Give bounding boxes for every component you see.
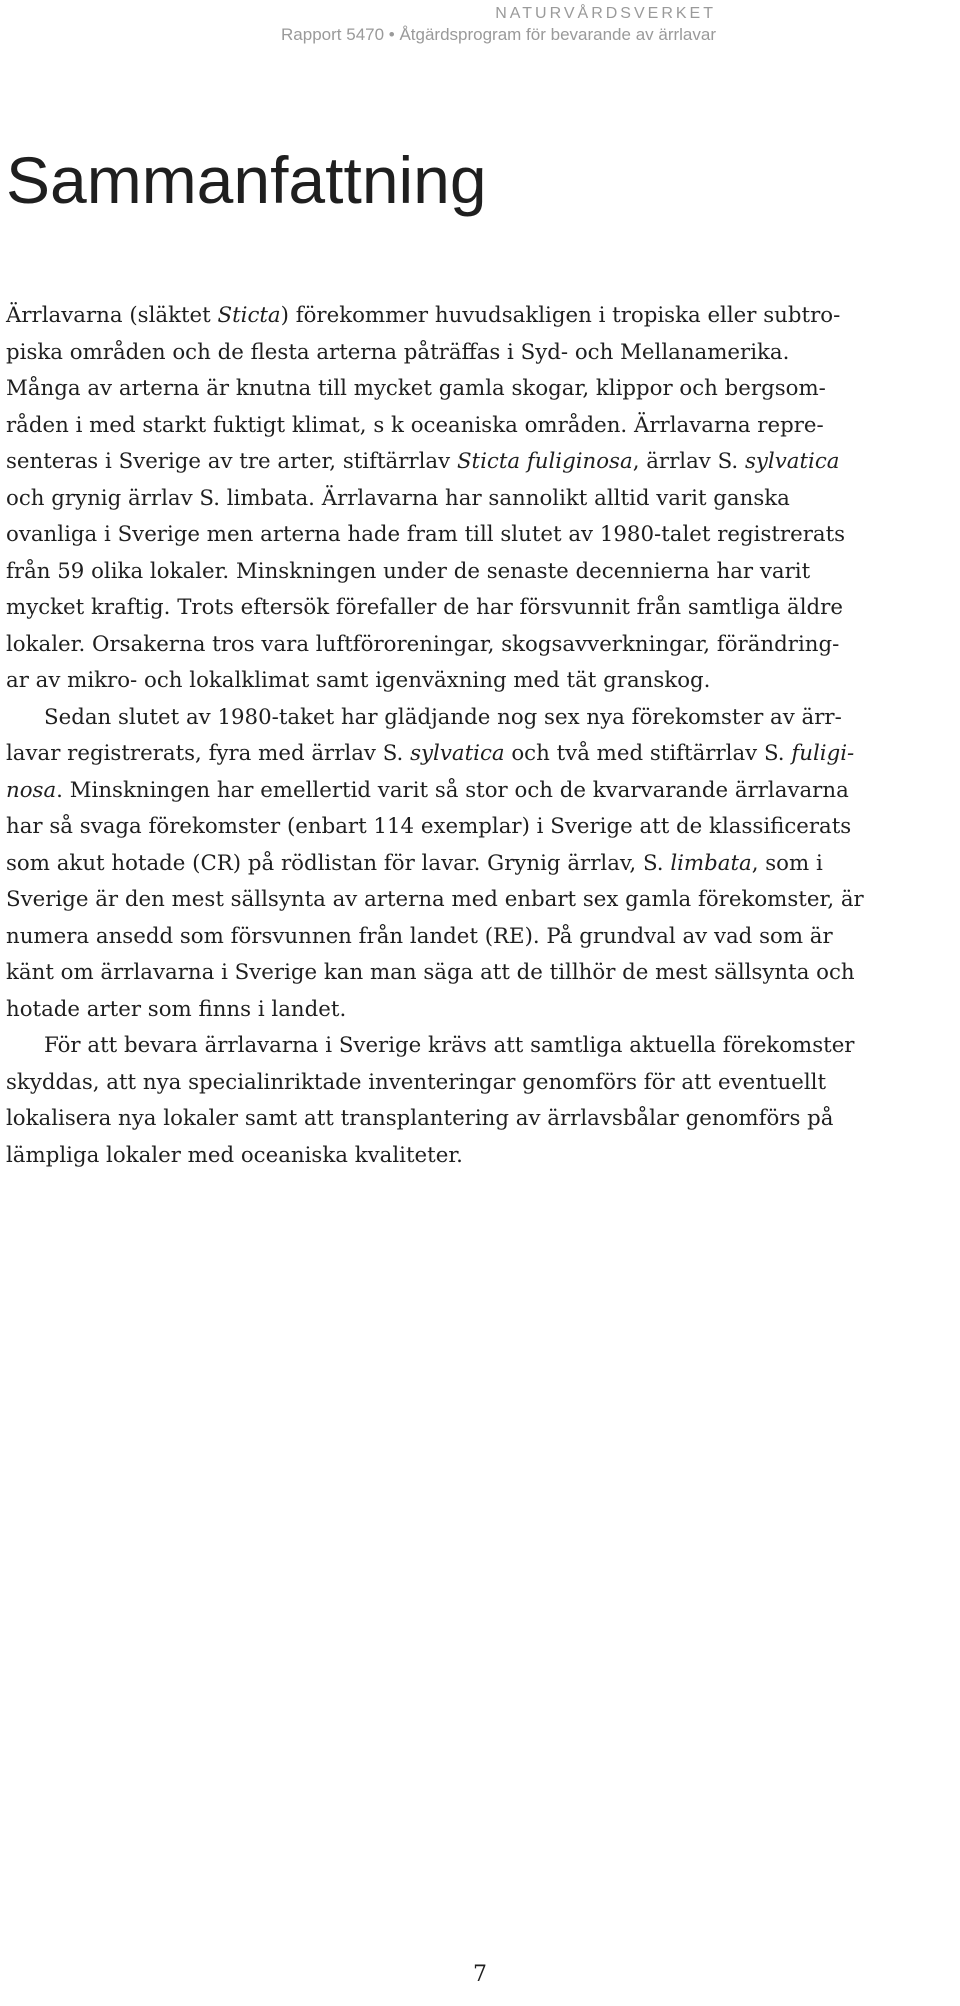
- italic-text: fuligi-: [791, 741, 855, 766]
- text-run: , ärrlav S.: [632, 449, 745, 474]
- text-line: [6, 773, 946, 810]
- italic-text: Sticta fuliginosa: [456, 449, 633, 474]
- text-run: mycket kraftig. Trots eftersök förefaller de har försvunnit från samtliga äldre: [6, 595, 843, 620]
- italic-text: sylvatica: [744, 449, 840, 474]
- text-line: [6, 846, 946, 883]
- text-run: Många av arterna är knutna till mycket gamla skogar, klippor och bergsom-: [6, 376, 826, 401]
- text-line: [6, 517, 946, 554]
- text-run: har så svaga förekomster (enbart 114 exemplar) i Sverige att de klassificerats: [6, 814, 852, 839]
- italic-text: nosa: [6, 777, 57, 803]
- page-number: 7: [473, 1962, 487, 1987]
- text-run: , som i: [751, 850, 823, 876]
- text-line: [6, 663, 946, 700]
- text-run: och grynig ärrlav S. limbata. Ärrlavarna har sannolikt alltid varit ganska: [6, 485, 790, 511]
- text-line: [6, 955, 946, 992]
- text-line: [6, 408, 946, 445]
- text-line: [6, 371, 946, 408]
- text-line: [6, 736, 946, 773]
- text-line: [6, 992, 946, 1029]
- text-run: Ärrlavarna (släktet: [6, 303, 218, 328]
- text-run: hotade arter som finns i landet.: [6, 996, 347, 1022]
- italic-text: Sticta: [217, 303, 281, 328]
- text-line: [6, 444, 946, 481]
- running-header: [281, 4, 716, 46]
- text-run: skyddas, att nya specialinriktade inventeringar genomförs för att eventuellt: [6, 1069, 827, 1095]
- text-line: [6, 1065, 946, 1102]
- italic-text: sylvatica: [410, 741, 505, 766]
- text-line: [6, 882, 946, 919]
- paragraph: [6, 298, 946, 700]
- text-run: och två med stiftärrlav S.: [504, 741, 792, 766]
- text-line: [6, 1028, 946, 1065]
- text-line: [6, 700, 946, 737]
- text-run: ovanliga i Sverige men arterna hade fram till slutet av 1980-talet registrerats: [6, 522, 846, 547]
- text-line: [6, 481, 946, 518]
- text-run: piska områden och de flesta arterna påträffas i Syd- och Mellanamerika.: [6, 339, 790, 365]
- text-line: [6, 1101, 946, 1138]
- text-run: lokalisera nya lokaler samt att transplantering av ärrlavsbålar genomförs på: [6, 1106, 834, 1131]
- text-run: som akut hotade (CR) på rödlistan för lavar. Grynig ärrlav, S.: [6, 850, 671, 876]
- text-run: ar av mikro- och lokalklimat samt igenväxning med tät granskog.: [6, 668, 711, 693]
- text-run: från 59 olika lokaler. Minskningen under de senaste decennierna har varit: [6, 558, 811, 584]
- text-run: . Minskningen har emellertid varit så stor och de kvarvarande ärrlavarna: [56, 777, 849, 803]
- italic-text: limbata: [670, 850, 752, 876]
- text-run: Sverige är den mest sällsynta av arterna med enbart sex gamla förekomster, är: [6, 887, 864, 912]
- summary-body: [6, 298, 946, 1174]
- header-organization: NATURVÅRDSVERKET: [495, 5, 716, 22]
- text-line: [6, 335, 946, 372]
- text-run: lämpliga lokaler med oceaniska kvaliteter.: [6, 1142, 463, 1168]
- text-run: råden i med starkt fuktigt klimat, s k oceaniska områden. Ärrlavarna repre-: [6, 412, 824, 438]
- text-run: lavar registrerats, fyra med ärrlav S.: [6, 741, 411, 766]
- text-line: [6, 627, 946, 664]
- paragraph: [6, 700, 946, 1029]
- text-line: [6, 919, 946, 956]
- paragraph: [6, 1028, 946, 1174]
- text-line: [6, 809, 946, 846]
- text-line: [6, 554, 946, 591]
- text-run: För att bevara ärrlavarna i Sverige krävs att samtliga aktuella förekomster: [44, 1033, 855, 1058]
- text-run: numera ansedd som försvunnen från landet (RE). På grundval av vad som är: [6, 923, 833, 949]
- header-report-line: Rapport 5470 • Åtgärdsprogram för bevarande av ärrlavar: [281, 25, 716, 44]
- text-line: [6, 298, 946, 335]
- text-line: [6, 1138, 946, 1175]
- text-run: senteras i Sverige av tre arter, stiftärrlav: [6, 449, 457, 474]
- text-run: känt om ärrlavarna i Sverige kan man säga att de tillhör de mest sällsynta och: [6, 960, 855, 985]
- text-run: ) förekommer huvudsakligen i tropiska eller subtro-: [280, 303, 841, 328]
- text-run: lokaler. Orsakerna tros vara luftföroreningar, skogsavverkningar, förändring-: [6, 631, 840, 657]
- page-title: Sammanfattning: [6, 143, 487, 217]
- text-line: [6, 590, 946, 627]
- text-run: Sedan slutet av 1980-taket har glädjande nog sex nya förekomster av ärr-: [44, 704, 842, 730]
